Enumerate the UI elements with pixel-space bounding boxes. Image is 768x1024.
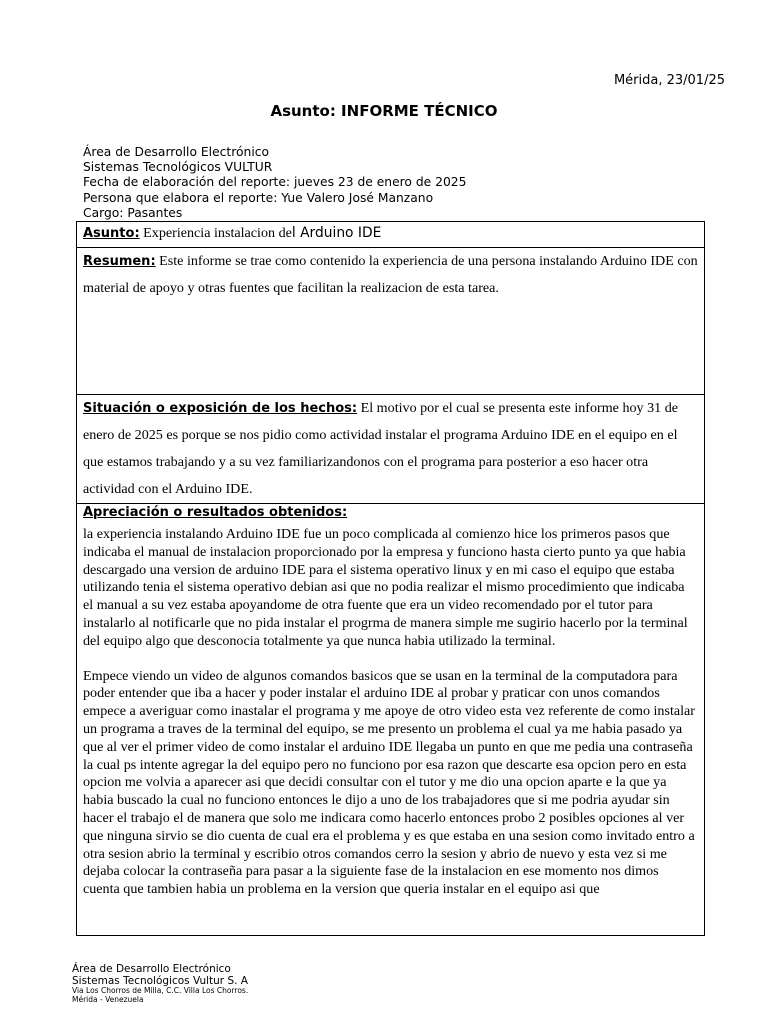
- hechos-text: El motivo por el cual se presenta este informe hoy 31 de enero de 2025 es porque se nos pidio como actividad instalar el programa Arduino IDE en el equipo en el que estamos trabajando y a su vez familiarizandonos con el programa para posterior a eso hacer otra actividad con el Arduino IDE.: [83, 400, 679, 497]
- resumen-text: Este informe se trae como contenido la experiencia de una persona instalando Arduino IDE con material de apoyo y otras fuentes que facilitan la realizacion de esta tarea.: [83, 253, 698, 296]
- section-asunto: [77, 222, 704, 248]
- header-company: Sistemas Tecnológicos VULTUR: [83, 160, 273, 175]
- section-hechos: [77, 395, 704, 504]
- asunto-label: Asunto:: [83, 226, 140, 241]
- resumen-label: Resumen:: [83, 254, 156, 269]
- asunto-text: Experiencia instalacion de: [139, 225, 292, 241]
- document-title: Asunto: INFORME TÉCNICO: [270, 102, 498, 120]
- page-footer: [72, 964, 248, 1004]
- footer-company: Sistemas Tecnológicos Vultur S. A: [72, 974, 248, 987]
- document-date: Mérida, 23/01/25: [613, 73, 725, 88]
- report-header: [83, 145, 466, 221]
- hechos-label: Situación o exposición de los hechos:: [83, 401, 358, 416]
- header-area: Área de Desarrollo Electrónico: [83, 145, 270, 159]
- footer-address: Via Los Chorros de Milla, C.C. Villa Los Chorros.: [72, 986, 249, 995]
- apreciacion-paragraph-2: Empece viendo un video de algunos comandos basicos que se usan en la terminal de la computadora para poder entender que iba a hacer y poder instalar el arduino IDE al probar y praticar con unos comandos empece a averiguar como inastalar el programa y me apoye de otro video esta vez referente de como instalar un programa a traves de la terminal del equipo, se me presento un problema el cual ya me habia pasado ya que al ver el primer video de como instalar el arduino IDE llegaba un punto en que me pedia una contraseña la cual ps intente agregar la del equipo pero no funciono por esa razon que descarte esa opcion pero en esta opcion me volvia a aparecer asi que decidi consultar con el tutor y me dio una opcion aparte e la que ya habia buscado la cual no funciono entonces le dijo a uno de los trabajadores que si me podria ayudar sin hacer el trabajo el de manera que solo me indicara como hacerlo entonces probo 2 posibles opciones al ver que ninguna sirvio se dio cuenta de cual era el problema y es que estaba en una sesion como invitado entro a otra sesion abrio la terminal y escribio otros comandos cerro la sesion y abrio de nuevo y esta vez si me dejaba colocar la contraseña para pasar a la siguiente fase de la instalacion en ese momento nos dimos cuenta que tambien habia un problema en la version que queria instalar en el equipo asi que: [83, 667, 696, 898]
- apreciacion-label: Apreciación o resultados obtenidos:: [83, 505, 348, 520]
- footer-city: Mérida - Venezuela: [72, 994, 144, 1004]
- header-cargo: Cargo: Pasantes: [83, 205, 183, 220]
- header-persona: Persona que elabora el reporte: Yue Valero José Manzano: [83, 190, 434, 205]
- header-fecha: Fecha de elaboración del reporte: jueves 23 de enero de 2025: [83, 175, 467, 190]
- apreciacion-paragraph-1: la experiencia instalando Arduino IDE fue un poco complicada al comienzo hice los primeros pasos que indicaba el manual de instalacion proporcionado por la empresa y funciono hasta cierto punto ya que habia descargado una version de arduino IDE para el sistema operativo linux y en mi caso el equipo que estaba utilizando tenia el sistema operativo debian asi que no podia realizar el mismo procedimiento que indicaba el manual a su vez estaba apoyandome de otra fuente que era un video recomendado por el tutor para instalarlo al notificarle que no pida instalar el progrma de manera simple me sugirio hacerlo por la terminal del equipo algo que desconocia totalmente ya que nunca habia utilizado la terminal.: [83, 526, 688, 649]
- footer-area: Área de Desarrollo Electrónico: [72, 963, 231, 975]
- section-resumen: [77, 248, 704, 395]
- asunto-text-tail: l Arduino IDE: [291, 225, 382, 241]
- section-apreciacion: [77, 504, 704, 936]
- report-table: [76, 221, 705, 936]
